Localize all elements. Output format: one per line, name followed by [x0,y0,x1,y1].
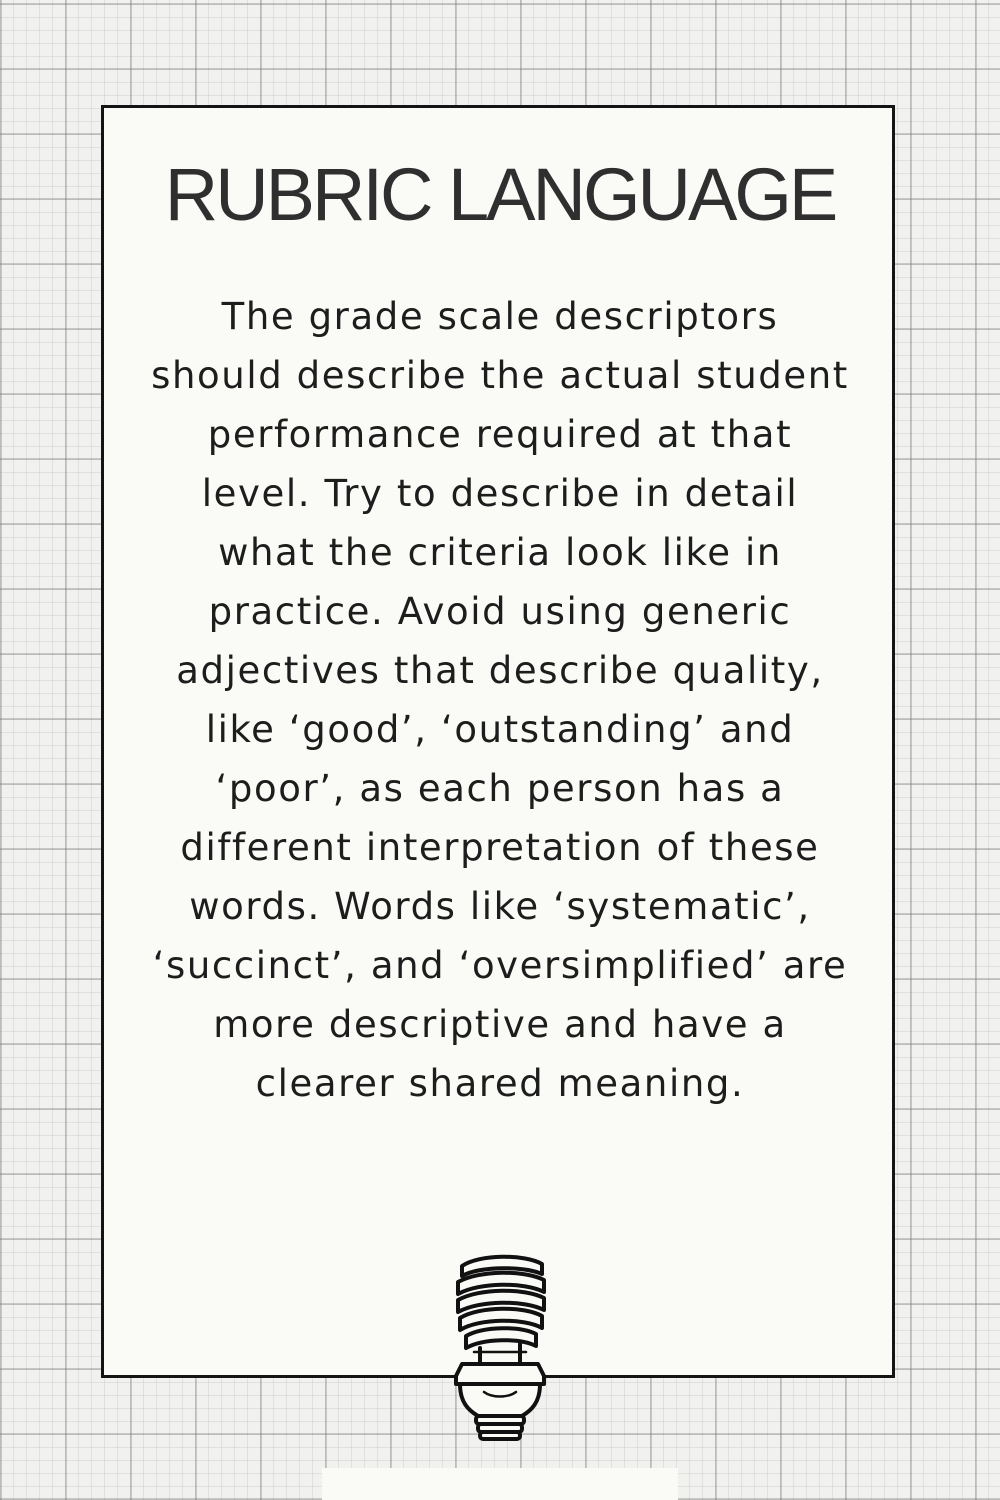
bottom-strip [322,1468,678,1500]
body-text: The grade scale descriptors should describe the actual student performance required at that level. Try to describe in detail what the criteria look like in practice. Avoid using generic adjectives that describe quality, like ‘good’, ‘outstanding’ and ‘poor’, as each person has a different interpretation of these words. Words like ‘systematic’, ‘succinct’, and ‘oversimplified’ are more descriptive and have a clearer shared meaning. [151,295,849,1105]
page-title: RUBRIC LANGUAGE [164,153,836,236]
lightbulb-icon [440,1252,560,1444]
